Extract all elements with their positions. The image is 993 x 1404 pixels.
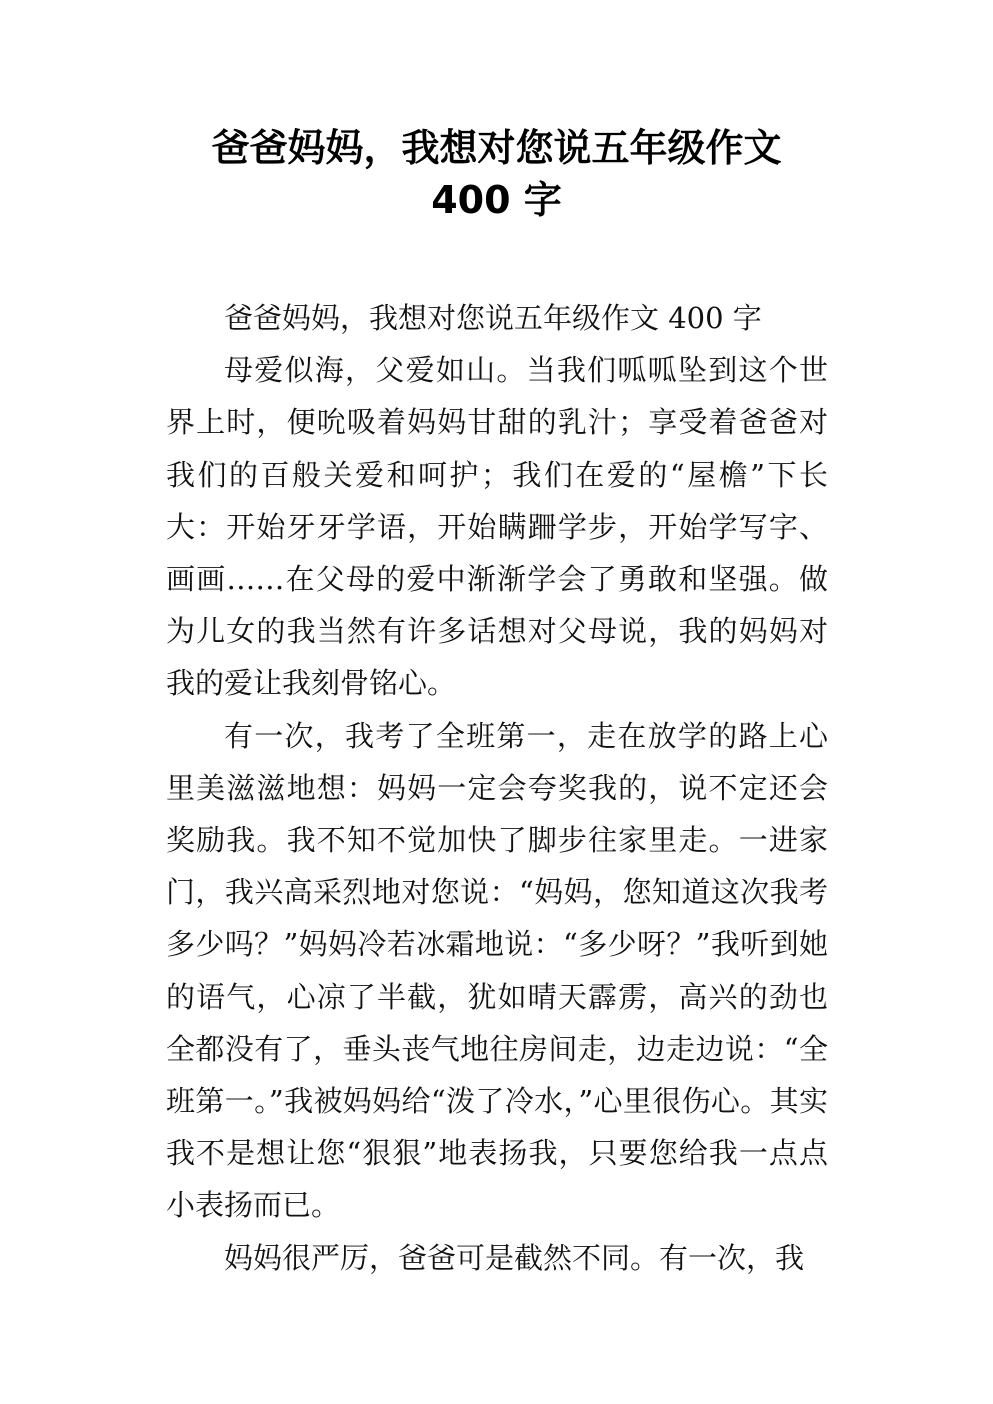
paragraph-father: 妈妈很严厉，爸爸可是截然不同。有一次，我 (224, 1240, 805, 1275)
document-title (130, 122, 863, 226)
paragraph-heading: 爸爸妈妈，我想对您说五年级作文 400 字 (224, 301, 762, 335)
paragraph-intro: 母爱似海，父爱如山。当我们呱呱坠到这个世界上时，便吮吸着妈妈甘甜的乳汁；享受着爸爸对我们的百般关爱和呵护；我们在爱的“屋檐”下长大：开始牙牙学语，开始瞒跚学步，开始学写字、画画……在父母的爱中渐渐学会了勇敢和坚强。做为儿女的我当然有许多话想对父母说，我的妈妈对我的爱让我刻骨铭心。 (166, 353, 828, 701)
document-body (166, 292, 828, 1284)
title-line-1: 爸爸妈妈，我想对您说五年级作文 (211, 126, 782, 170)
title-line-2: 400 字 (431, 178, 562, 222)
paragraph-mother: 有一次，我考了全班第一，走在放学的路上心里美滋滋地想：妈妈一定会夸奖我的，说不定还会奖励我。我不知不觉加快了脚步往家里走。一进家门，我兴高采烈地对您说：“妈妈，您知道这次我考多少吗？”妈妈冷若冰霜地说：“多少呀？”我听到她的语气，心凉了半截，犹如晴天霹雳，高兴的劲也全都没有了，垂头丧气地往房间走，边走边说：“全班第一。”我被妈妈给“泼了冷水，”心里很伤心。其实我不是想让您“狠狠”地表扬我，只要您给我一点点小表扬而已。 (166, 718, 828, 1223)
